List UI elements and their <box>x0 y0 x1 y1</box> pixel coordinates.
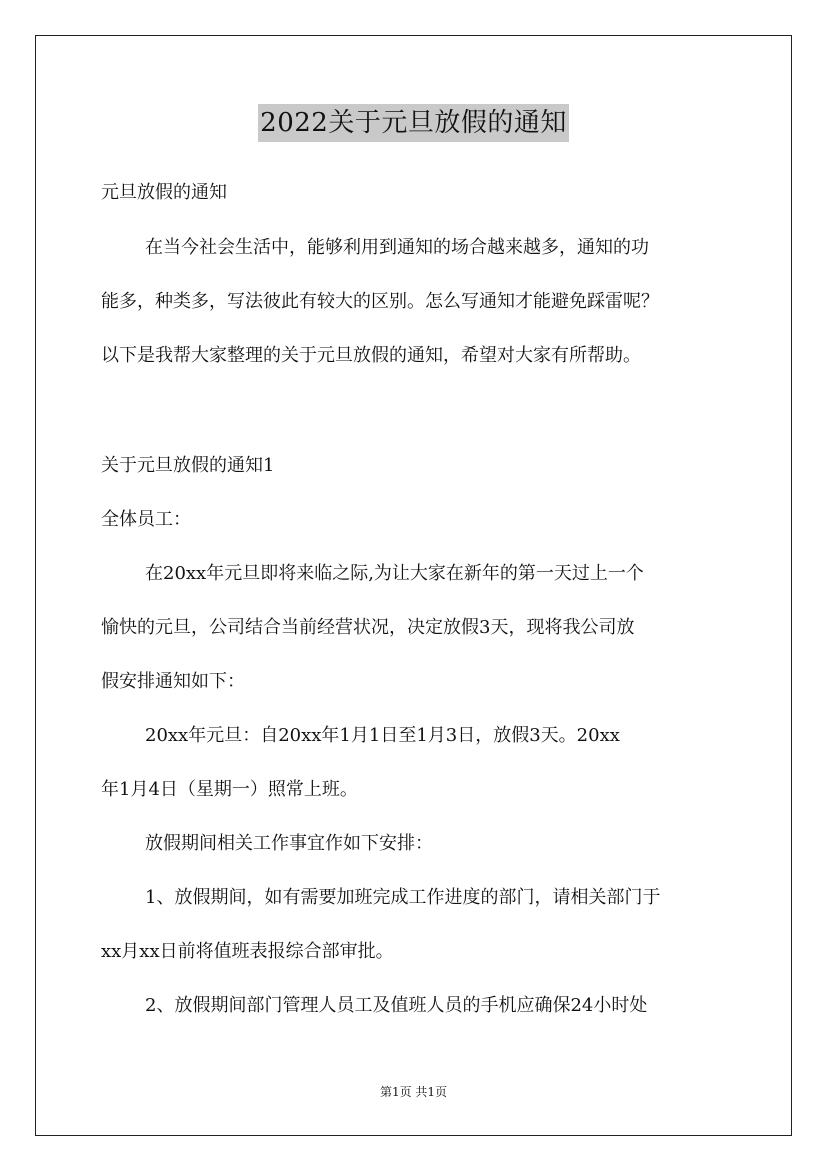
section-heading: 关于元旦放假的通知1 <box>101 455 275 476</box>
body-line-1: 在20xx年元旦即将来临之际,为让大家在新年的第一天过上一个 <box>145 563 644 584</box>
schedule-line-2: 年1月4日（星期一）照常上班。 <box>101 779 358 800</box>
item-1-line-1: 1、放假期间，如有需要加班完成工作进度的部门，请相关部门于 <box>145 887 661 908</box>
intro-line-3: 以下是我帮大家整理的关于元旦放假的通知，希望对大家有所帮助。 <box>101 345 641 366</box>
document-title: 2022关于元旦放假的通知 <box>258 104 569 142</box>
body-line-3: 假安排通知如下： <box>101 671 245 692</box>
schedule-line-1: 20xx年元旦：自20xx年1月1日至1月3日，放假3天。20xx <box>145 725 620 746</box>
body-line-2: 愉快的元旦，公司结合当前经营状况，决定放假3天，现将我公司放 <box>101 617 635 638</box>
arrangement-heading: 放假期间相关工作事宜作如下安排： <box>145 833 433 854</box>
title-container <box>0 104 827 142</box>
subtitle-line: 元旦放假的通知 <box>101 182 227 203</box>
item-1-line-2: xx月xx日前将值班表报综合部审批。 <box>101 941 394 962</box>
item-2-line-1: 2、放假期间部门管理人员工及值班人员的手机应确保24小时处 <box>145 995 648 1016</box>
salutation: 全体员工： <box>101 509 191 530</box>
intro-line-2: 能多，种类多，写法彼此有较大的区别。怎么写通知才能避免踩雷呢？ <box>101 291 659 312</box>
intro-line-1: 在当今社会生活中，能够利用到通知的场合越来越多，通知的功 <box>145 237 649 258</box>
page-footer: 第1页 共1页 <box>379 1085 448 1099</box>
